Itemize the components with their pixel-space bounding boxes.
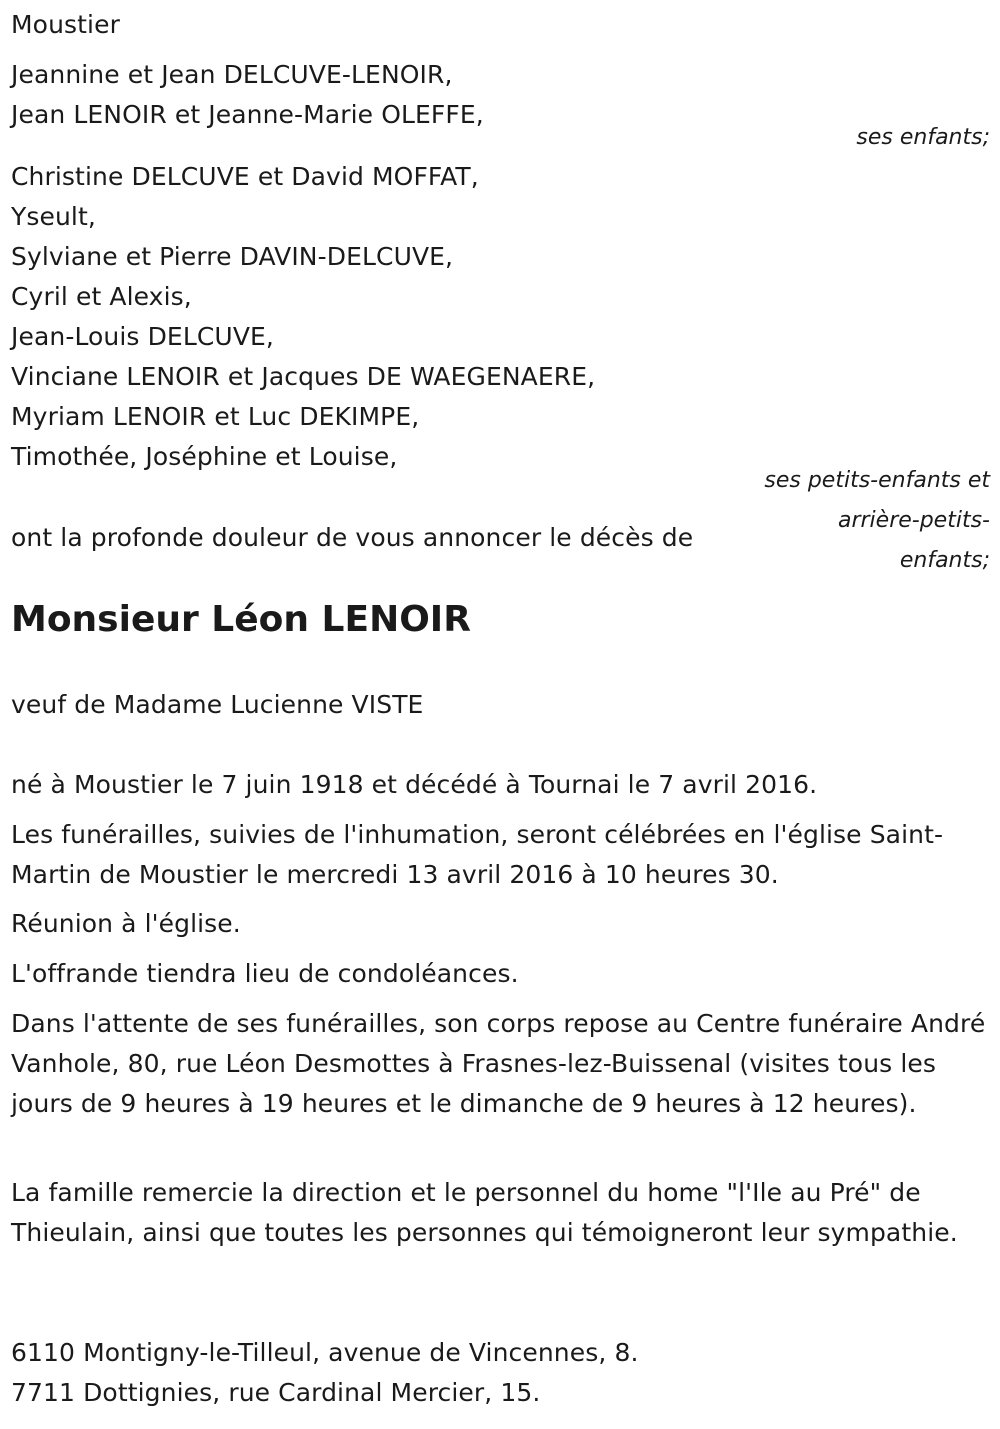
grandchild-name: Cyril et Alexis,: [11, 282, 192, 311]
children-role: ses enfants;: [856, 125, 990, 150]
meeting-note: Réunion à l'église.: [11, 909, 241, 938]
offering-note: L'offrande tiendra lieu de condoléances.: [11, 959, 519, 988]
birth-death: né à Moustier le 7 juin 1918 et décédé à Tournai le 7 avril 2016.: [11, 770, 818, 799]
thanks-note: La famille remercie la direction et le personnel du home "l'Ile au Pré" de Thieulain, ainsi que toutes les personnes qui témoigneront leur sympathie.: [11, 1178, 958, 1247]
location: Moustier: [11, 10, 120, 39]
visitation-details: Dans l'attente de ses funérailles, son corps repose au Centre funéraire André Vanhole, 80, rue Léon Desmottes à Frasnes-lez-Buissenal (visites tous les jours de 9 heures à 19 heures et le dimanche de 9 heures à 12 heures).: [11, 1009, 986, 1118]
address: 7711 Dottignies, rue Cardinal Mercier, 15.: [11, 1378, 541, 1407]
grandchild-name: Timothée, Joséphine et Louise,: [11, 442, 398, 471]
grandchild-name: Vinciane LENOIR et Jacques DE WAEGENAERE,: [11, 362, 596, 391]
deceased-name: Monsieur Léon LENOIR: [11, 599, 471, 640]
grandchild-name: Sylviane et Pierre DAVIN-DELCUVE,: [11, 242, 454, 271]
child-name: Jean LENOIR et Jeanne-Marie OLEFFE,: [11, 100, 484, 129]
funeral-details: Les funérailles, suivies de l'inhumation, seront célébrées en l'église Saint-Martin de Moustier le mercredi 13 avril 2016 à 10 heures 30.: [11, 820, 944, 889]
grandchild-name: Jean-Louis DELCUVE,: [11, 322, 274, 351]
widower-of: veuf de Madame Lucienne VISTE: [11, 690, 424, 719]
grandchild-name: Yseult,: [11, 202, 96, 231]
announcement: ont la profonde douleur de vous annoncer le décès de: [11, 523, 694, 552]
grandchild-name: Christine DELCUVE et David MOFFAT,: [11, 162, 479, 191]
child-name: Jeannine et Jean DELCUVE-LENOIR,: [11, 60, 453, 89]
grandchildren-role: ses petits-enfants et arrière-petits-enfants;: [764, 468, 990, 573]
address: 6110 Montigny-le-Tilleul, avenue de Vincennes, 8.: [11, 1338, 639, 1367]
grandchild-name: Myriam LENOIR et Luc DEKIMPE,: [11, 402, 420, 431]
